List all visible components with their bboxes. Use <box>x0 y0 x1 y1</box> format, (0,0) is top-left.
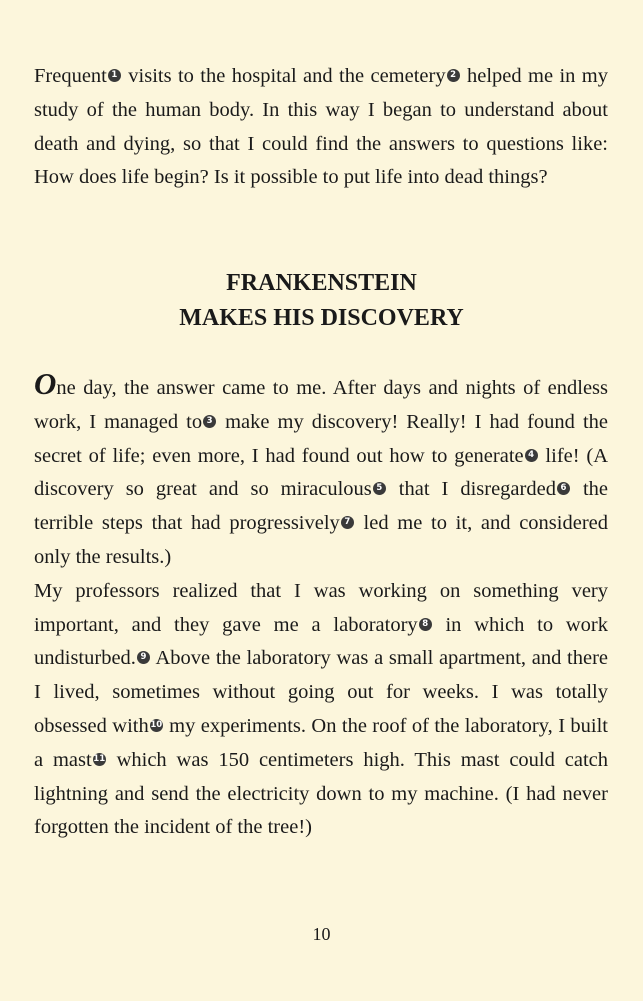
paragraph-discovery <box>34 366 609 575</box>
footnote-marker-1[interactable]: 1 <box>108 69 121 82</box>
text-segment: the terrible steps that had progressively <box>34 478 608 535</box>
footnote-marker-8[interactable]: 8 <box>419 618 432 631</box>
text-segment: in which to work undisturbed. <box>34 613 609 670</box>
text-segment: helped me in my study of the human body. In this way I began to understand about death and dying, so that I could find the answers to questions like: How does life begin? Is it possible to put life into dead things? <box>34 65 608 189</box>
chapter-body <box>34 366 609 845</box>
footnote-marker-7[interactable]: 7 <box>341 516 354 529</box>
heading-line-2: MAKES HIS DISCOVERY <box>179 305 464 331</box>
text-segment: led me to it, and considered only the results.) <box>34 512 608 568</box>
text-segment: visits to the hospital and the cemetery <box>121 65 446 87</box>
footnote-marker-5[interactable]: 5 <box>373 482 386 495</box>
footnote-marker-4[interactable]: 4 <box>525 449 538 462</box>
footnote-marker-11[interactable]: 11 <box>93 753 106 764</box>
text-segment: that I disregarded <box>386 478 556 501</box>
footnote-marker-2[interactable]: 2 <box>447 69 460 82</box>
text-segment: life! (A discovery so great and so miraculous <box>34 444 608 501</box>
footnote-marker-3[interactable]: 3 <box>203 415 216 428</box>
paragraph-hospital-visits <box>34 60 608 195</box>
text-segment: make my discovery! Really! I had found the secret of life; even more, I had found out how to generate <box>34 410 609 467</box>
text-segment: Above the laboratory was a small apartment, and there I lived, sometimes without going out for weeks. I was totally obsessed with <box>34 647 608 737</box>
chapter-heading <box>0 266 643 336</box>
page-number: 10 <box>312 924 331 944</box>
text-segment: which was 150 centimeters high. This mast could catch lightning and send the electricity down to my machine. (I had never forgotten the incident of the tree!) <box>34 748 608 839</box>
text-frequent: Frequent <box>34 65 107 87</box>
text-segment: My professors realized that I was working on something very important, and they gave me a laboratory <box>34 579 608 636</box>
text-segment: my experiments. On the roof of the laboratory, I built a mast <box>34 714 608 771</box>
footnote-marker-6[interactable]: 6 <box>557 482 570 495</box>
heading-line-1: FRANKENSTEIN <box>226 270 417 296</box>
footnote-marker-10[interactable]: 10 <box>150 719 163 730</box>
text-segment: ne day, the answer came to me. After days and nights of endless work, I managed to <box>34 377 608 433</box>
footnote-marker-9[interactable]: 9 <box>137 651 150 664</box>
drop-cap: O <box>34 366 57 401</box>
paragraph-laboratory <box>34 575 608 845</box>
